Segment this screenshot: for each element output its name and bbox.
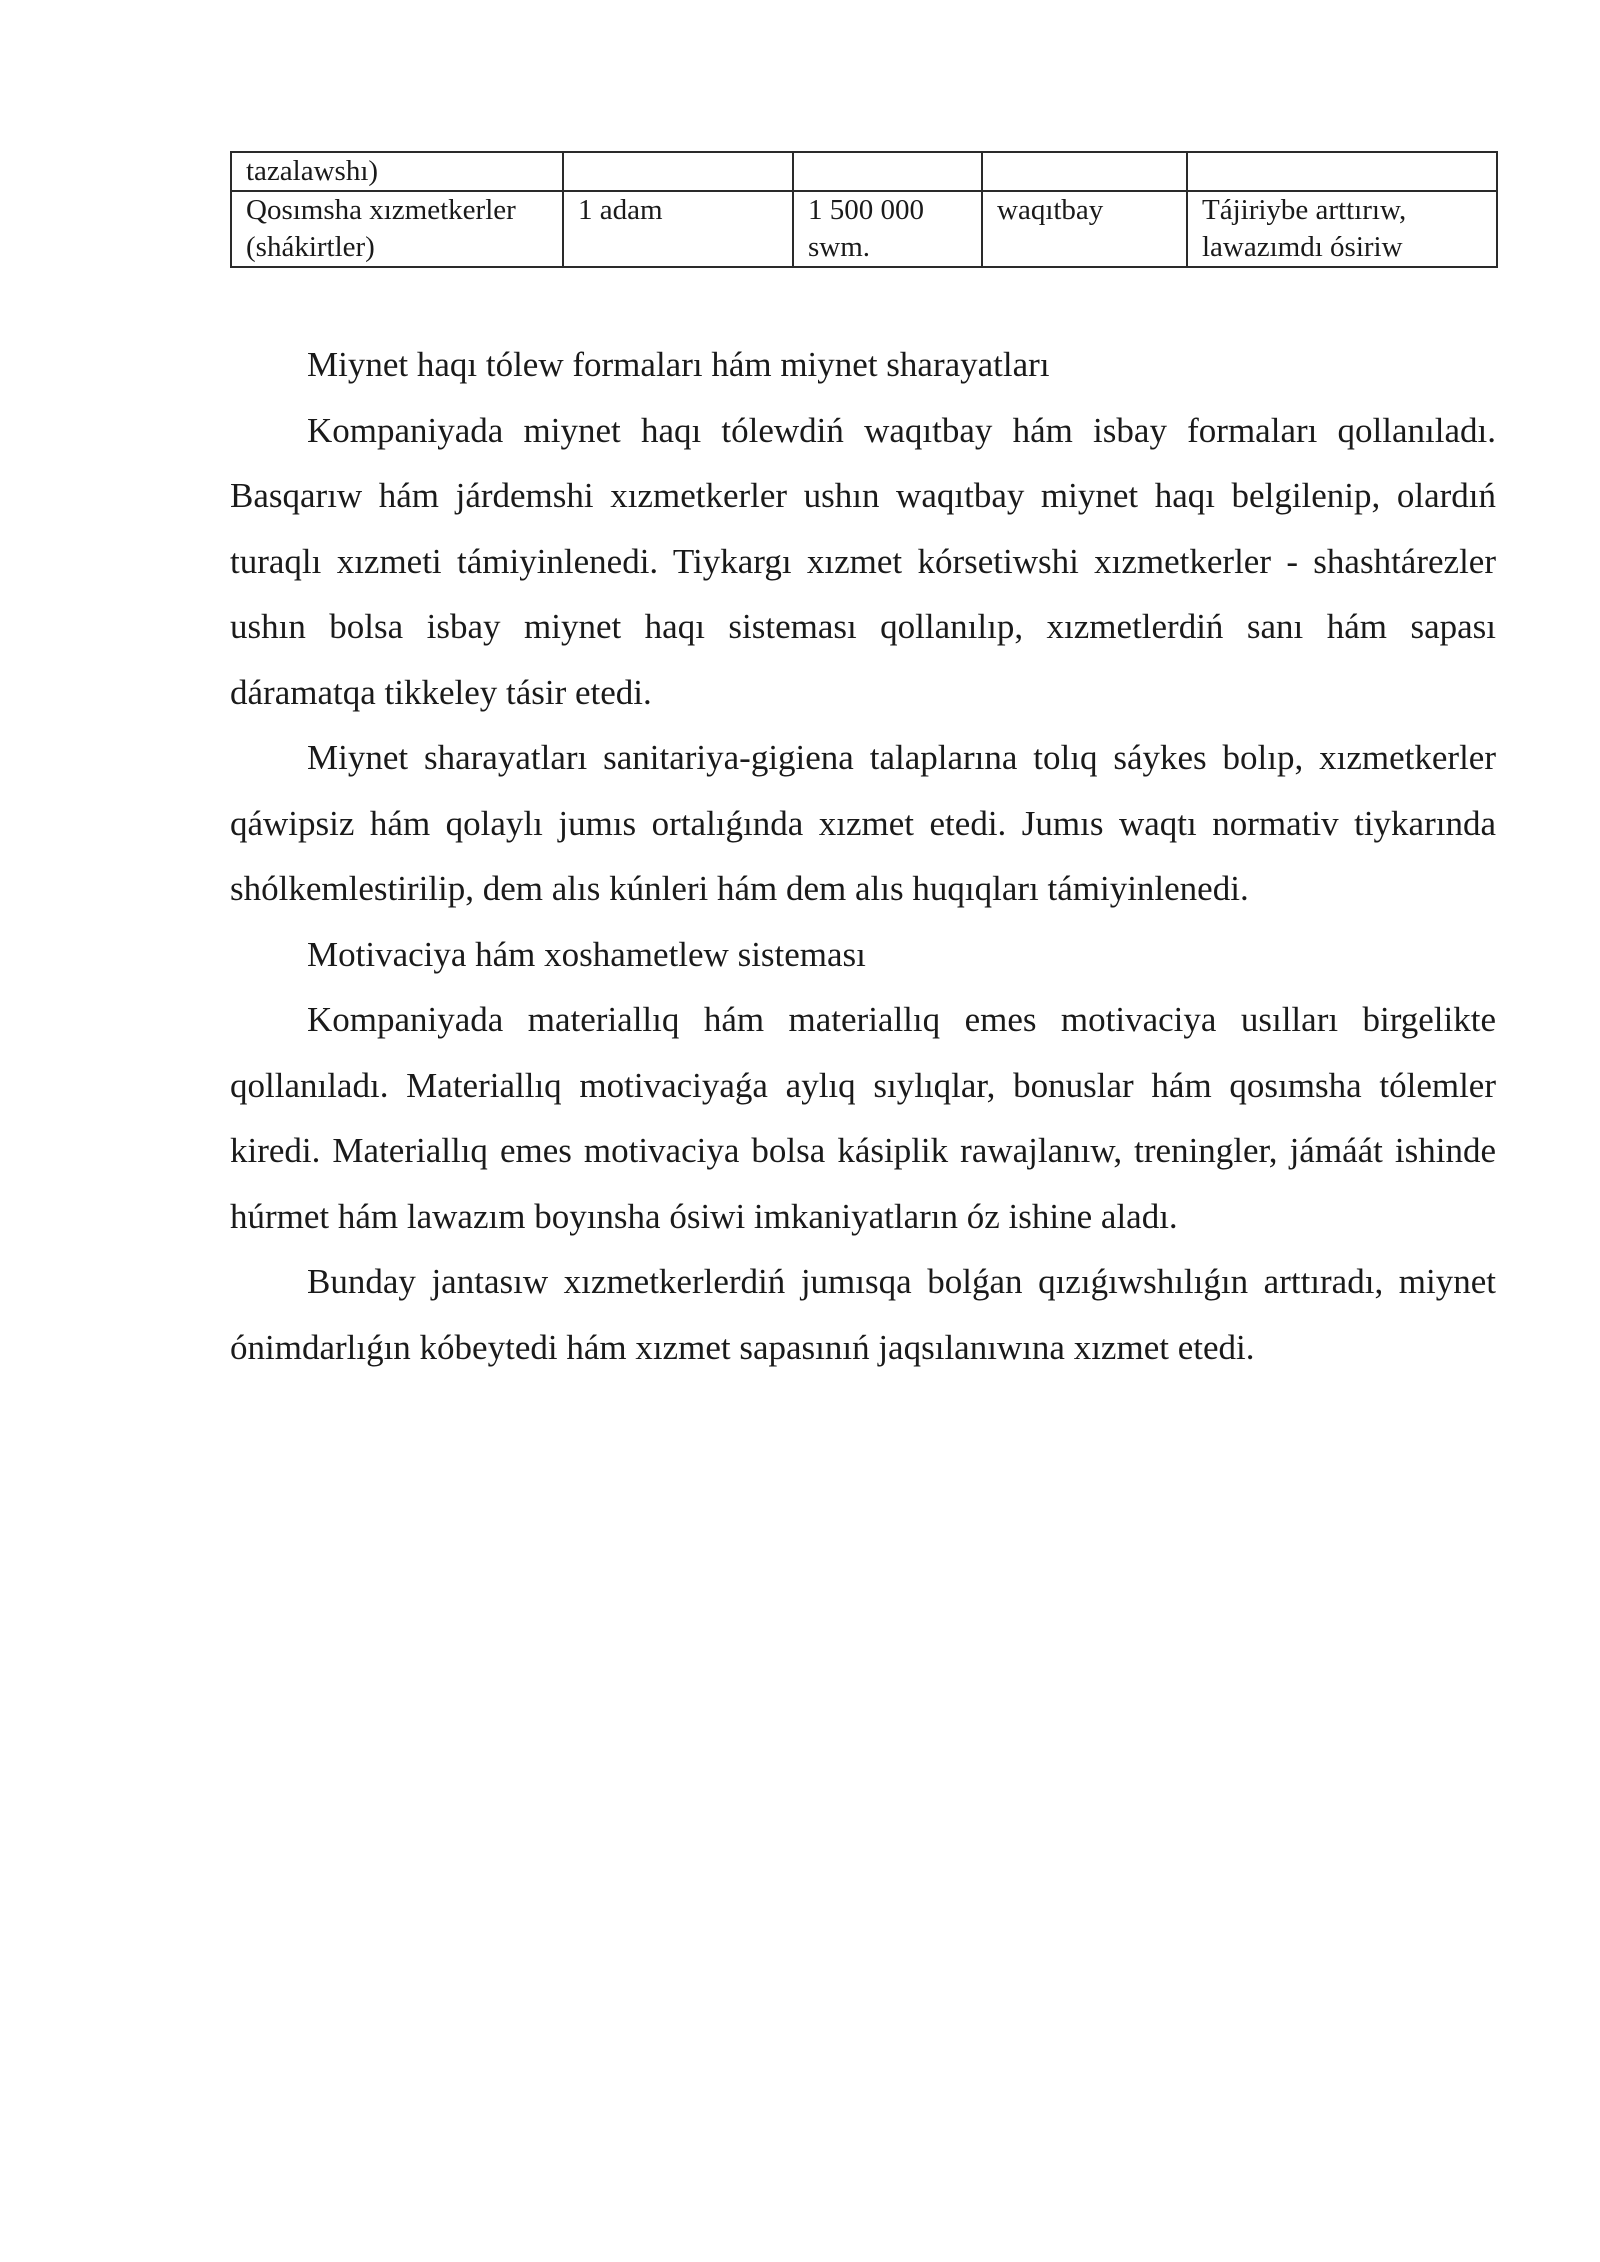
table-cell xyxy=(563,152,793,191)
table-cell: tazalawshı) xyxy=(231,152,563,191)
table-cell: 1 adam xyxy=(563,191,793,267)
paragraph: Kompaniyada materiallıq hám materiallıq emes motivaciya usılları birgelikte qollanıladı. Materiallıq motivaciyaǵa aylıq sıylıqlar, bonuslar hám qosımsha tólemler kiredi. Materiallıq emes motivaciya bolsa kásiplik rawajlanıw, treningler, jámáát ishinde húrmet hám lawazım boyınsha ósiwi imkaniyatların óz ishine aladı. xyxy=(230,1000,1496,1236)
paragraph: Bunday jantasıw xızmetkerlerdiń jumısqa bolǵan qızıǵıwshılıǵın arttıradı, miynet ónimdarlıǵın kóbeytedi hám xızmet sapasınıń jaqsılanıwına xızmet etedi. xyxy=(230,1262,1496,1367)
staff-table xyxy=(230,151,1498,268)
table-row xyxy=(231,191,1497,267)
table-cell: 1 500 000 swm. xyxy=(793,191,982,267)
paragraph: Kompaniyada miynet haqı tólewdiń waqıtbay hám isbay formaları qollanıladı. Basqarıw hám járdemshi xızmetkerler ushın waqıtbay miynet haqı belgilenip, olardıń turaqlı xızmeti támiyinlenedi. Tiykargı xızmet kórsetiwshi xızmetkerler - shashtárezler ushın bolsa isbay miynet haqı sisteması qollanılıp, xızmetlerdiń sanı hám sapası dáramatqa tikkeley tásir etedi. xyxy=(230,410,1496,712)
table-cell xyxy=(1187,152,1497,191)
document-body xyxy=(230,332,1496,1380)
table-cell: Qosımsha xızmetkerler (shákirtler) xyxy=(231,191,563,267)
table-cell xyxy=(793,152,982,191)
document-page xyxy=(230,151,1496,1380)
table-cell: waqıtbay xyxy=(982,191,1187,267)
table-cell xyxy=(982,152,1187,191)
table-row xyxy=(231,152,1497,191)
section-heading: Miynet haqı tólew formaları hám miynet sharayatları xyxy=(307,345,1050,384)
table-cell: Tájiriybe arttırıw, lawazımdı ósiriw xyxy=(1187,191,1497,267)
section-heading: Motivaciya hám xoshametlew sisteması xyxy=(307,934,866,974)
paragraph: Miynet sharayatları sanitariya-gigiena talaplarına tolıq sáykes bolıp, xızmetkerler qáwipsiz hám qolaylı jumıs ortalıǵında xızmet etedi. Jumıs waqtı normativ tiykarında shólkemlestirilip, dem alıs kúnleri hám dem alıs huqıqları támiyinlenedi. xyxy=(230,738,1496,908)
